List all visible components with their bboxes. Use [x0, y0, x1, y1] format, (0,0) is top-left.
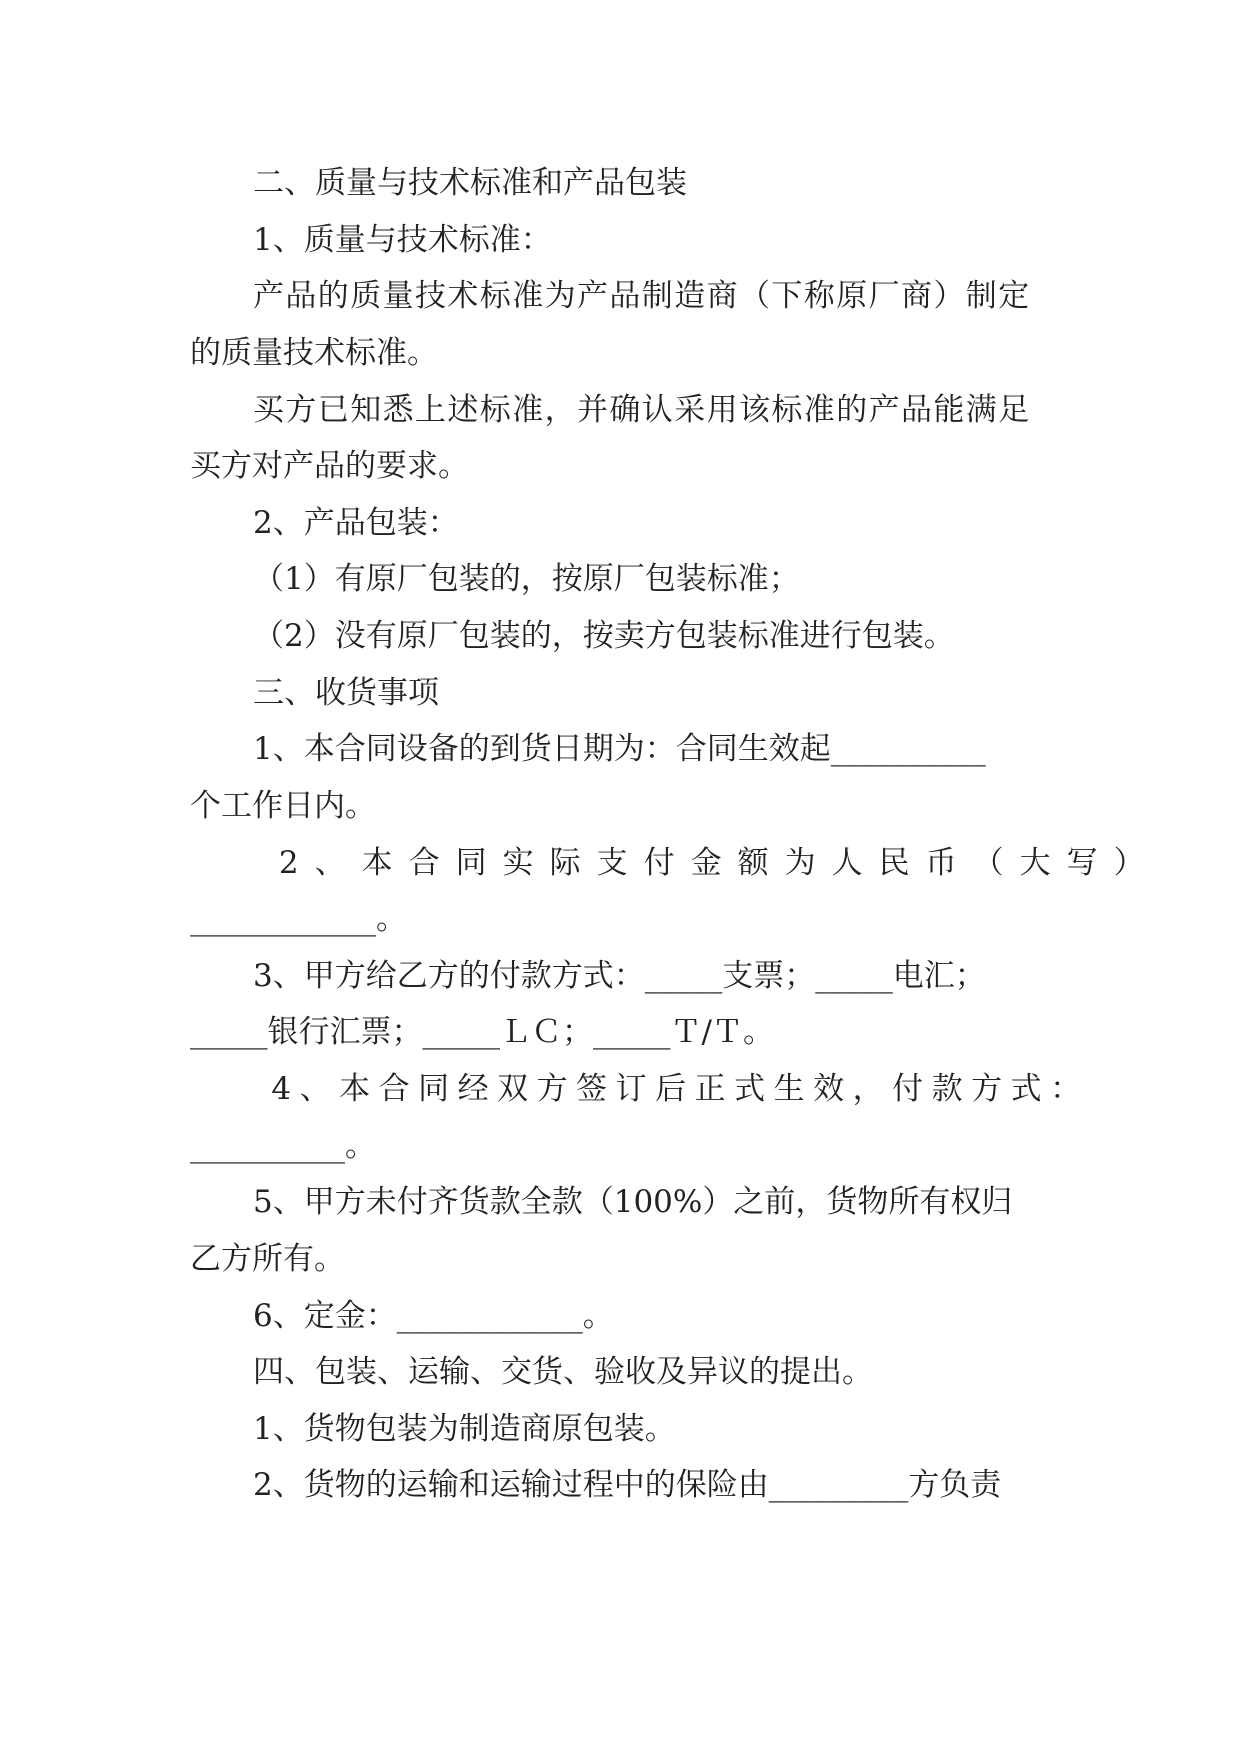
paragraph-line: _____银行汇票；_____ＬＣ；_____Ｔ/Ｔ。 [190, 1014, 774, 1050]
paragraph-line: 买方已知悉上述标准，并确认采用该标准的产品能满足 [253, 392, 1031, 428]
subheading-quality-standard: 1、质量与技术标准： [253, 222, 552, 258]
paragraph-line: 3、甲方给乙方的付款方式：_____支票；_____电汇； [253, 958, 986, 994]
paragraph-line: 1、本合同设备的到货日期为：合同生效起__________ [253, 731, 986, 767]
paragraph-line: 6、定金：____________。 [253, 1298, 614, 1334]
section-heading-receipt: 三、收货事项 [253, 675, 439, 711]
paragraph-line: 1、货物包装为制造商原包装。 [253, 1411, 676, 1447]
section-heading-quality: 二、质量与技术标准和产品包装 [253, 165, 687, 201]
blank-field-line: ____________。 [190, 901, 407, 937]
blank-field-line: __________。 [190, 1128, 376, 1164]
paragraph-line: 2、货物的运输和运输过程中的保险由_________方负责 [253, 1467, 1002, 1503]
paragraph-line: 乙方所有。 [190, 1241, 345, 1277]
list-item: （2）没有原厂包装的，按卖方包装标准进行包装。 [253, 618, 955, 654]
paragraph-line: 产品的质量技术标准为产品制造商（下称原厂商）制定 [253, 278, 1031, 314]
paragraph-line: 的质量技术标准。 [190, 335, 438, 371]
section-heading-packaging-transport: 四、包装、运输、交货、验收及异议的提出。 [253, 1354, 873, 1390]
subheading-packaging: 2、产品包装： [253, 505, 459, 541]
list-item: （1）有原厂包装的，按原厂包装标准； [253, 561, 800, 597]
paragraph-line: 4、本合同经双方签订后正式生效，付款方式： [253, 1071, 1090, 1107]
paragraph-line: 5、甲方未付齐货款全款（100%）之前，货物所有权归 [253, 1184, 1013, 1220]
paragraph-line: 2、本合同实际支付金额为人民币（大写） [253, 845, 1161, 881]
paragraph-line: 个工作日内。 [190, 788, 376, 824]
paragraph-line: 买方对产品的要求。 [190, 448, 469, 484]
